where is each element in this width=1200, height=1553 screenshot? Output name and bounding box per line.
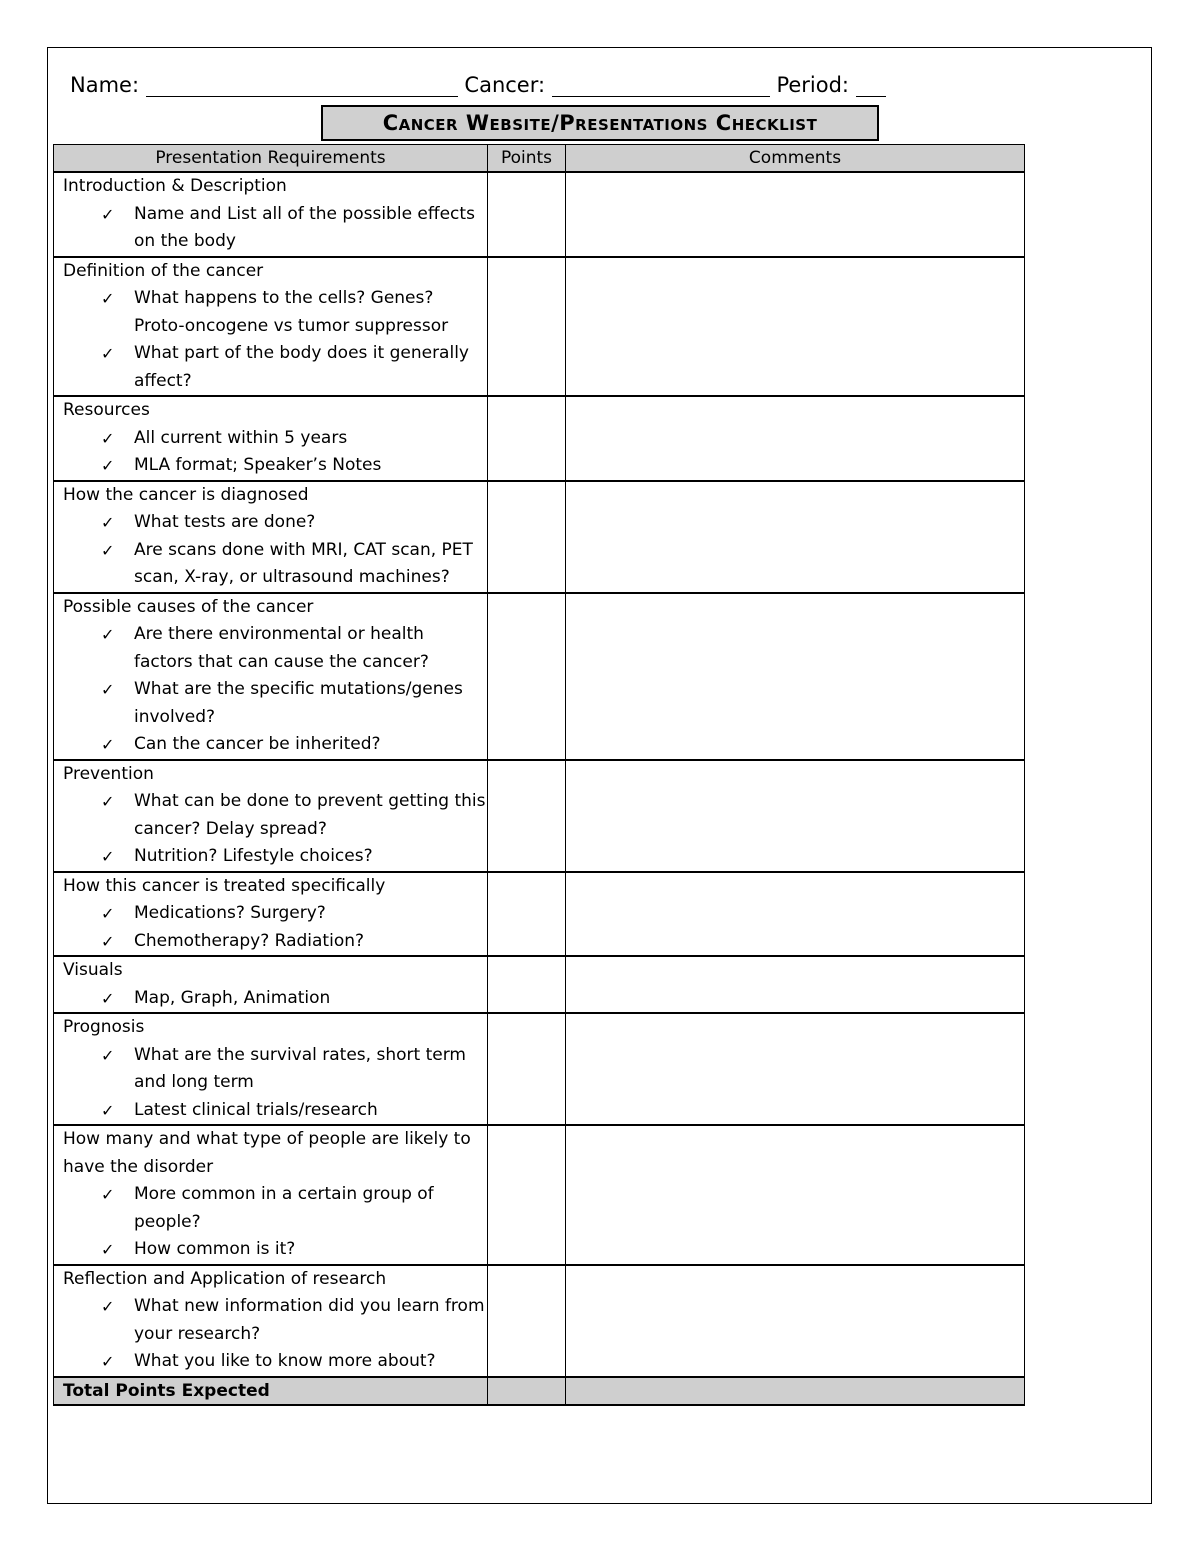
requirement-cell [54, 760, 488, 872]
list-item [63, 1181, 487, 1236]
requirement-cell [54, 872, 488, 957]
list-item [63, 621, 487, 676]
points-cell[interactable] [488, 956, 566, 1013]
comments-cell[interactable] [566, 396, 1025, 481]
section-title: Resources [63, 400, 150, 420]
checkmark-icon: ✓ [101, 1240, 115, 1259]
item-text: What you like to know more about? [134, 1351, 436, 1371]
comments-cell[interactable] [566, 1013, 1025, 1125]
checkmark-icon: ✓ [101, 513, 115, 532]
item-text: Can the cancer be inherited? [134, 734, 381, 754]
comments-cell[interactable] [566, 956, 1025, 1013]
item-text: What happens to the cells? Genes? Proto-oncogene vs tumor suppressor [134, 288, 449, 336]
cancer-blank-field[interactable] [552, 72, 770, 97]
checkmark-icon: ✓ [101, 204, 115, 224]
checkmark-icon: ✓ [101, 988, 115, 1008]
checkmark-icon: ✓ [101, 931, 115, 951]
points-cell[interactable] [488, 481, 566, 593]
comments-cell[interactable] [566, 593, 1025, 760]
requirement-cell [54, 396, 488, 481]
section-title: How the cancer is diagnosed [63, 484, 309, 505]
item-text: Name and List all of the possible effects on the body [134, 203, 475, 251]
requirement-cell [54, 593, 488, 760]
list-item [63, 1236, 487, 1264]
points-cell[interactable] [488, 396, 566, 481]
item-text: Chemotherapy? Radiation? [134, 930, 365, 951]
checklist-table [53, 144, 1025, 1406]
section-title: Prognosis [63, 1017, 145, 1037]
table-row [54, 257, 1025, 397]
list-item [63, 201, 487, 256]
table-row [54, 172, 1025, 257]
item-text: Medications? Surgery? [134, 903, 326, 923]
checkmark-icon: ✓ [101, 904, 115, 923]
checkmark-icon: ✓ [101, 735, 115, 754]
list-item [63, 985, 487, 1013]
requirement-cell [54, 257, 488, 397]
list-item [63, 340, 487, 395]
checkmark-icon: ✓ [101, 344, 115, 363]
column-header-comments: Comments [566, 145, 1025, 173]
list-item [63, 537, 487, 592]
item-text: What new information did you learn from your research? [134, 1296, 485, 1344]
item-text: What tests are done? [134, 512, 316, 532]
list-item [63, 900, 487, 928]
total-label: Total Points Expected [54, 1377, 488, 1405]
period-blank-field[interactable] [856, 72, 886, 97]
checkmark-icon: ✓ [101, 1352, 115, 1371]
list-item [63, 843, 487, 871]
points-cell[interactable] [488, 257, 566, 397]
list-item [63, 1042, 487, 1097]
section-title: Reflection and Application of research [63, 1268, 387, 1289]
checkmark-icon: ✓ [101, 625, 115, 644]
points-cell[interactable] [488, 172, 566, 257]
list-item [63, 285, 487, 340]
section-title: How many and what type of people are likely to have the disorder [63, 1129, 471, 1177]
item-text: What part of the body does it generally affect? [134, 343, 469, 391]
list-item [63, 425, 487, 453]
item-text: What are the specific mutations/genes involved? [134, 679, 463, 727]
item-text: Nutrition? Lifestyle choices? [134, 846, 373, 866]
item-text: What are the survival rates, short term and long term [134, 1044, 466, 1092]
requirement-cell [54, 956, 488, 1013]
student-info-line [70, 72, 900, 104]
comments-cell[interactable] [566, 172, 1025, 257]
item-text: More common in a certain group of people? [134, 1184, 434, 1232]
comments-cell[interactable] [566, 872, 1025, 957]
points-cell[interactable] [488, 1125, 566, 1265]
checkmark-icon: ✓ [101, 540, 115, 560]
section-title: Definition of the cancer [63, 260, 264, 281]
list-item [63, 676, 487, 731]
period-label: Period: [776, 73, 849, 97]
points-cell[interactable] [488, 872, 566, 957]
requirement-cell [54, 172, 488, 257]
points-cell[interactable] [488, 1265, 566, 1377]
column-header-points: Points [488, 145, 566, 173]
list-item [63, 788, 487, 843]
table-row [54, 593, 1025, 760]
list-item [63, 928, 487, 956]
checkmark-icon: ✓ [101, 792, 115, 811]
table-header-row [54, 145, 1025, 173]
checkmark-icon: ✓ [101, 680, 115, 699]
checkmark-icon: ✓ [101, 456, 115, 475]
item-text: What can be done to prevent getting this cancer? Delay spread? [134, 791, 486, 839]
requirement-cell [54, 481, 488, 593]
comments-cell[interactable] [566, 760, 1025, 872]
checkmark-icon: ✓ [101, 1297, 115, 1316]
points-cell[interactable] [488, 593, 566, 760]
section-title: How this cancer is treated specifically [63, 875, 386, 896]
item-text: All current within 5 years [134, 427, 348, 448]
comments-cell[interactable] [566, 481, 1025, 593]
section-title: Prevention [63, 763, 154, 784]
comments-cell[interactable] [566, 1265, 1025, 1377]
name-label: Name: [70, 73, 140, 97]
table-row [54, 956, 1025, 1013]
item-text: Are there environmental or health factors that can cause the cancer? [134, 624, 429, 672]
list-item [63, 1348, 487, 1376]
item-text: Are scans done with MRI, CAT scan, PET scan, X-ray, or ultrasound machines? [134, 539, 473, 587]
item-text: How common is it? [134, 1239, 296, 1259]
requirement-cell [54, 1265, 488, 1377]
checkmark-icon: ✓ [101, 847, 115, 866]
requirement-cell [54, 1013, 488, 1125]
list-item [63, 452, 487, 480]
list-item [63, 1293, 487, 1348]
checkmark-icon: ✓ [101, 1185, 115, 1204]
page-title: Cancer Website/Presentations Checklist [321, 105, 879, 141]
section-title: Visuals [63, 960, 123, 980]
comments-cell[interactable] [566, 1125, 1025, 1265]
cancer-label: Cancer: [464, 73, 546, 97]
points-cell[interactable] [488, 760, 566, 872]
checkmark-icon: ✓ [101, 1100, 115, 1120]
section-title: Possible causes of the cancer [63, 596, 314, 617]
item-text: Latest clinical trials/research [134, 1099, 378, 1120]
points-cell[interactable] [488, 1013, 566, 1125]
section-title: Introduction & Description [63, 176, 287, 196]
item-text: Map, Graph, Animation [134, 987, 331, 1008]
checkmark-icon: ✓ [101, 428, 115, 448]
table-row [54, 1265, 1025, 1377]
table-row [54, 481, 1025, 593]
checklist-body [54, 172, 1025, 1377]
list-item [63, 509, 487, 537]
list-item [63, 731, 487, 759]
column-header-requirements: Presentation Requirements [54, 145, 488, 173]
total-row [54, 1377, 1025, 1405]
table-row [54, 1013, 1025, 1125]
table-row [54, 1125, 1025, 1265]
name-blank-field[interactable] [146, 72, 458, 97]
total-comments-cell[interactable] [566, 1377, 1025, 1405]
table-row [54, 396, 1025, 481]
comments-cell[interactable] [566, 257, 1025, 397]
total-points-cell[interactable] [488, 1377, 566, 1405]
item-text: MLA format; Speaker’s Notes [134, 455, 382, 475]
table-row [54, 760, 1025, 872]
table-row [54, 872, 1025, 957]
checkmark-icon: ✓ [101, 1045, 115, 1065]
requirement-cell [54, 1125, 488, 1265]
checkmark-icon: ✓ [101, 289, 115, 308]
list-item [63, 1097, 487, 1125]
